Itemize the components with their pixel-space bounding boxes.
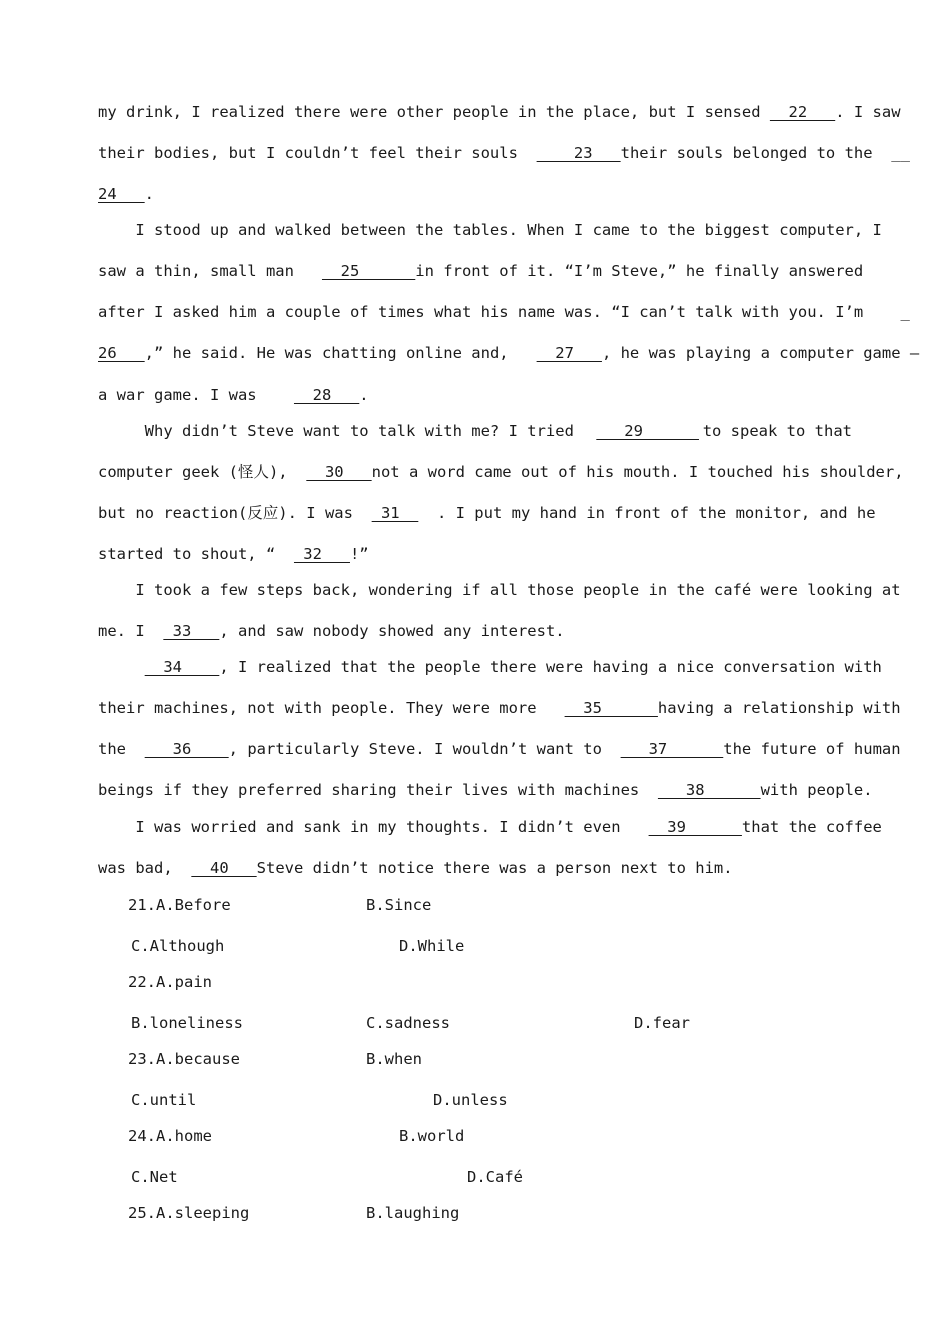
passage-text: but no reaction(反应). I was <box>98 504 372 522</box>
option-21-a: 21.A.Before <box>128 896 231 914</box>
answer-blank: 33 <box>163 622 220 640</box>
answer-blank: 40 <box>191 859 257 877</box>
answer-blank: 28 <box>293 386 360 404</box>
option-23-a: 23.A.because <box>128 1050 240 1068</box>
option-22-a: 22.A.pain <box>128 973 212 991</box>
option-25-b: B.laughing <box>366 1204 460 1222</box>
passage-line <box>98 858 852 878</box>
passage-text: __ <box>881 144 910 162</box>
passage-line <box>98 102 901 122</box>
answer-blank: 29 <box>596 422 699 440</box>
passage-text: , I realized that the people there were having a nice conversation with <box>219 658 882 676</box>
passage-text: I was worried and sank in my thoughts. I didn’t even <box>98 818 649 836</box>
option-24-a: 24.A.home <box>128 1127 212 1145</box>
passage-text: to speak to that <box>702 422 852 440</box>
option-23-c: C.until <box>131 1091 197 1109</box>
passage-text: , he was playing a computer game — <box>601 344 920 362</box>
answer-blank: 34 <box>144 658 220 676</box>
passage-line <box>98 503 876 523</box>
option-24-d: D.Café <box>467 1168 523 1186</box>
passage-text: saw a thin, small man <box>98 262 322 280</box>
passage-text <box>98 657 145 677</box>
answer-blank: 38 <box>657 781 761 799</box>
option-21-b: B.Since <box>366 896 432 914</box>
passage-line <box>98 462 904 482</box>
passage-text: their bodies, but I couldn’t feel their souls <box>98 144 537 162</box>
passage-line <box>98 657 882 677</box>
answer-blank: 30 <box>306 463 372 481</box>
passage-text: , and saw nobody showed any interest. <box>219 622 565 640</box>
passage-line <box>98 220 882 240</box>
passage-line <box>98 780 873 800</box>
answer-blank: 32 <box>293 545 350 563</box>
passage-text: ,” he said. He was chatting online and, <box>144 344 537 362</box>
answer-blank: 24 <box>98 185 145 203</box>
answer-blank: 36 <box>144 740 229 758</box>
passage-line <box>98 421 852 441</box>
answer-blank: 27 <box>536 344 602 362</box>
passage-text: having a relationship with <box>657 699 901 717</box>
passage-text: their machines, not with people. They were more <box>98 699 565 717</box>
passage-text: . <box>359 386 369 404</box>
passage-text: beings if they preferred sharing their lives with machines <box>98 781 658 799</box>
answer-blank: 37 <box>620 740 724 758</box>
option-22-c: C.sadness <box>366 1014 450 1032</box>
passage-line <box>98 580 901 600</box>
answer-blank: 22 <box>769 103 836 121</box>
passage-text: Steve didn’t notice there was a person next to him. <box>256 859 733 877</box>
passage-text: me. I <box>98 622 164 640</box>
passage-text: . <box>144 185 155 203</box>
passage-text: I took a few steps back, wondering if all those people in the café were looking at <box>98 581 901 599</box>
passage-text: . I saw <box>835 103 901 121</box>
option-22-d: D.fear <box>634 1014 690 1032</box>
option-25-a: 25.A.sleeping <box>128 1204 250 1222</box>
passage-line <box>98 261 864 281</box>
passage-text: computer geek (怪人), <box>98 463 307 481</box>
passage-line <box>98 143 910 163</box>
answer-blank: 23 <box>536 144 621 162</box>
passage-text: in front of it. “I’m Steve,” he finally answered <box>415 262 864 280</box>
passage-text: that the coffee <box>741 818 882 836</box>
passage-text: I stood up and walked between the tables. When I came to the biggest computer, I <box>98 221 882 239</box>
passage-text: . I put my hand in front of the monitor, and he <box>418 504 876 522</box>
passage-line <box>98 385 852 405</box>
option-21-c: C.Although <box>131 937 225 955</box>
option-21-d: D.While <box>399 937 465 955</box>
passage-text: the <box>98 740 145 758</box>
passage-text: my drink, I realized there were other people in the place, but I sensed <box>98 103 770 121</box>
passage-text: the future of human <box>723 740 901 758</box>
answer-blank: 31 <box>371 504 419 522</box>
passage-text: their souls belonged to the <box>620 144 882 162</box>
passage-text: started to shout, “ <box>98 545 294 563</box>
passage-text: Why didn’t Steve want to talk with me? I tried <box>98 422 593 440</box>
option-22-b: B.loneliness <box>131 1014 243 1032</box>
option-23-b: B.when <box>366 1050 422 1068</box>
answer-blank: 39 <box>648 818 742 836</box>
passage-line <box>98 302 910 322</box>
option-24-c: C.Net <box>131 1168 178 1186</box>
option-23-d: D.unless <box>433 1091 508 1109</box>
answer-blank: 35 <box>564 699 658 717</box>
passage-text: with people. <box>760 781 873 799</box>
passage-line <box>98 544 852 564</box>
passage-line <box>98 739 901 759</box>
passage-text: !” <box>349 545 369 563</box>
passage-line <box>98 698 901 718</box>
passage-line <box>98 184 852 204</box>
answer-blank: 26 <box>98 344 145 362</box>
option-24-b: B.world <box>399 1127 465 1145</box>
answer-blank: 25 <box>321 262 416 280</box>
passage-text: a war game. I was <box>98 386 294 404</box>
passage-line <box>98 621 852 641</box>
passage-line <box>98 817 882 837</box>
passage-text: after I asked him a couple of times what his name was. “I can’t talk with you. I’m _ <box>98 303 910 321</box>
passage-text: , particularly Steve. I wouldn’t want to <box>228 740 621 758</box>
passage-text: was bad, <box>98 859 192 877</box>
passage-line <box>98 343 920 363</box>
passage-text: not a word came out of his mouth. I touched his shoulder, <box>371 463 904 481</box>
